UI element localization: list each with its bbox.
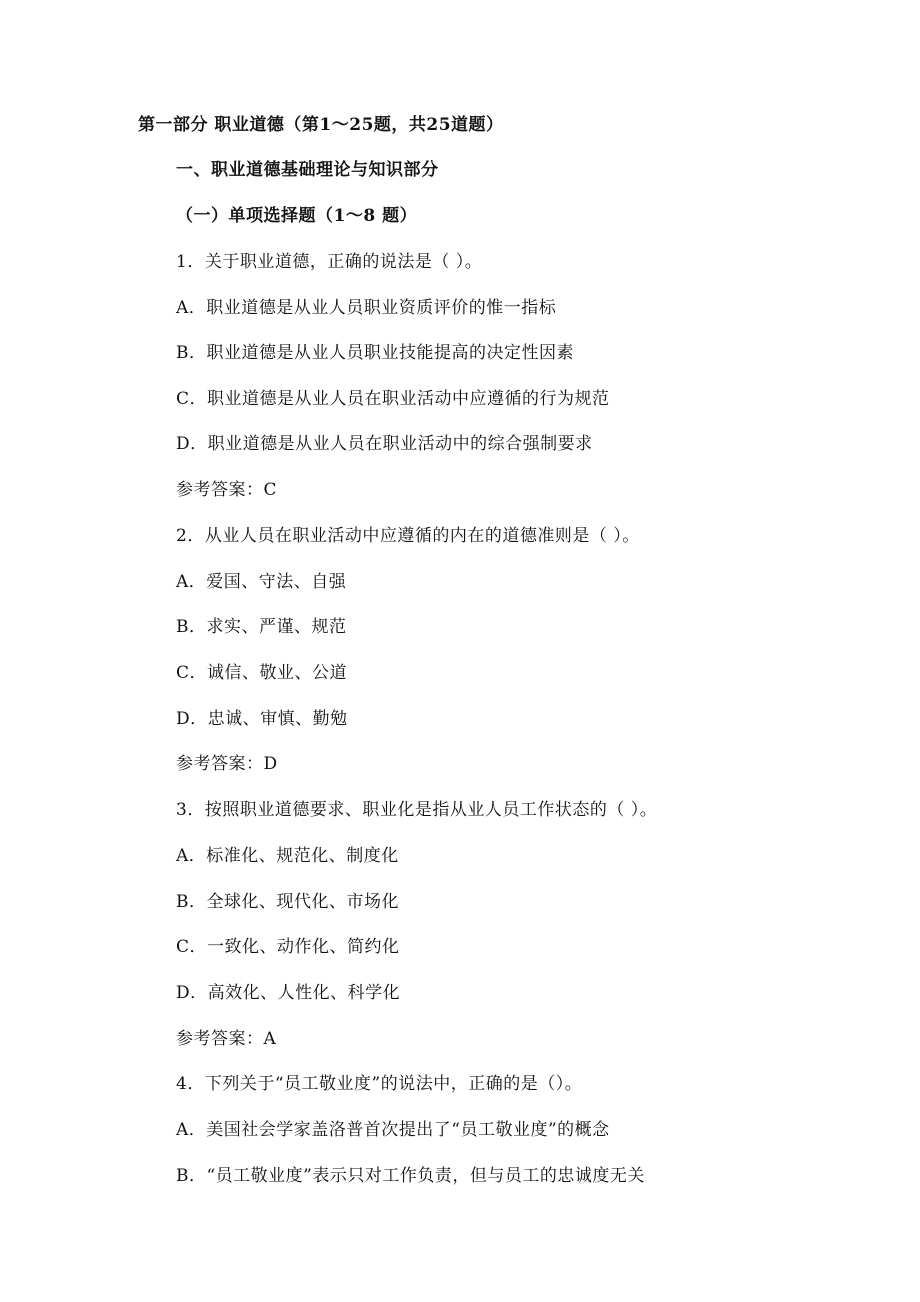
question-stem: 4．下列关于“员工敬业度”的说法中，正确的是（）。 bbox=[176, 1074, 583, 1094]
question-option: D．忠诚、审慎、勤勉 bbox=[176, 709, 348, 729]
question-option: C．一致化、动作化、简约化 bbox=[176, 937, 400, 957]
question-stem: 2．从业人员在职业活动中应遵循的内在的道德准则是（ ）。 bbox=[176, 526, 640, 546]
reference-answer: 参考答案：D bbox=[176, 754, 278, 774]
question-stem: 3．按照职业道德要求、职业化是指从业人员工作状态的（ ）。 bbox=[176, 800, 658, 820]
question-option: D．高效化、人性化、科学化 bbox=[176, 983, 401, 1003]
question-option: A．爱国、守法、自强 bbox=[176, 572, 347, 592]
question-option: B．“员工敬业度”表示只对工作负责，但与员工的忠诚度无关 bbox=[176, 1166, 645, 1186]
question-option: A．职业道德是从业人员职业资质评价的惟一指标 bbox=[176, 298, 557, 318]
question-option: A．美国社会学家盖洛普首次提出了“员工敬业度”的概念 bbox=[176, 1120, 610, 1140]
question-option: D．职业道德是从业人员在职业活动中的综合强制要求 bbox=[176, 434, 593, 454]
part-title: 第一部分 职业道德（第1～25题，共25道题） bbox=[138, 115, 504, 135]
question-option: B．全球化、现代化、市场化 bbox=[176, 892, 399, 912]
question-option: B．职业道德是从业人员职业技能提高的决定性因素 bbox=[176, 343, 574, 363]
question-option: C．诚信、敬业、公道 bbox=[176, 663, 348, 683]
question-option: C．职业道德是从业人员在职业活动中应遵循的行为规范 bbox=[176, 389, 610, 409]
question-option: A．标准化、规范化、制度化 bbox=[176, 846, 399, 866]
subsection-title: （一）单项选择题（1～8 题） bbox=[176, 206, 418, 226]
section-title: 一、职业道德基础理论与知识部分 bbox=[176, 160, 439, 180]
question-stem: 1．关于职业道德，正确的说法是（ ）。 bbox=[176, 252, 483, 272]
reference-answer: 参考答案：C bbox=[176, 480, 278, 500]
reference-answer: 参考答案：A bbox=[176, 1029, 277, 1049]
question-option: B．求实、严谨、规范 bbox=[176, 617, 347, 637]
